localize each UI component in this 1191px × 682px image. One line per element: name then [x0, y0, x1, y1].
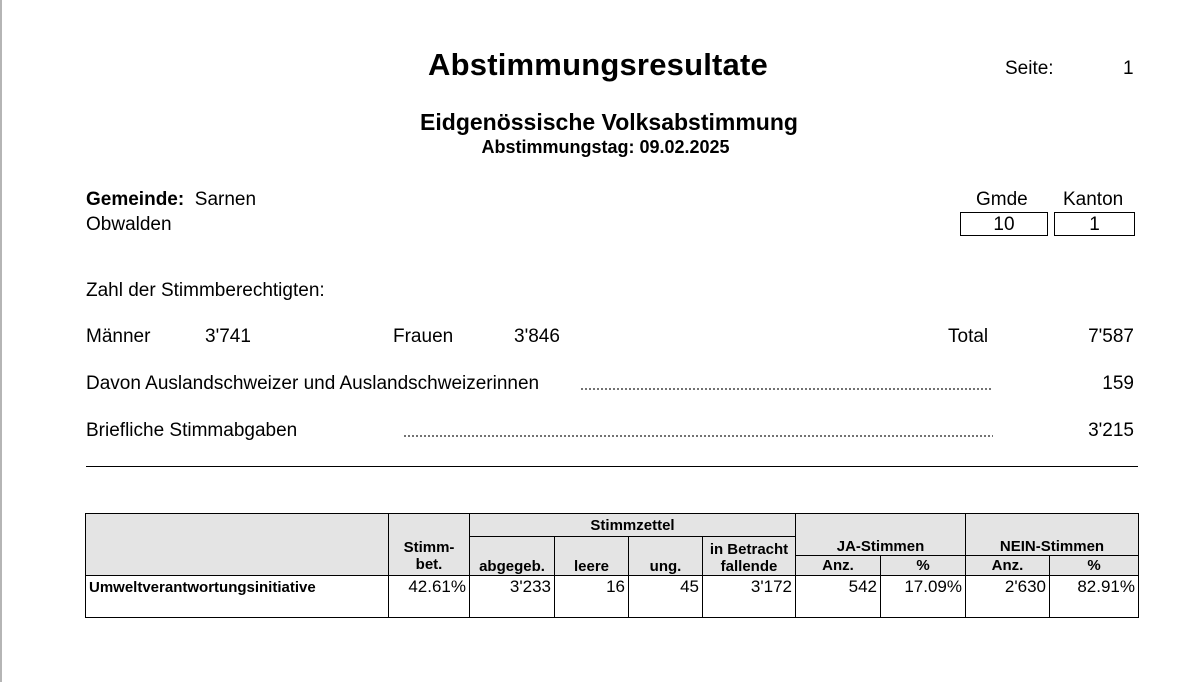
dot-leader — [580, 388, 993, 390]
header-in-betracht — [703, 537, 796, 576]
table-corner-cell — [86, 514, 389, 576]
municipality-line — [86, 189, 256, 211]
vote-type-heading: Eidgenössische Volksabstimmung — [420, 109, 798, 135]
total-value: 7'587 — [1088, 326, 1134, 347]
table-row — [86, 576, 1139, 618]
header-stimmzettel: Stimmzettel — [470, 514, 796, 537]
municipality-value: Sarnen — [194, 189, 257, 210]
proposal-name: Umweltverantwortungsinitiative — [86, 576, 389, 618]
postal-value: 3'215 — [1088, 420, 1134, 441]
header-leere: leere — [555, 537, 629, 576]
abroad-value: 159 — [1102, 373, 1134, 394]
header-stimmbet-line2: bet. — [415, 556, 443, 573]
kanton-number-box: 1 — [1054, 212, 1135, 236]
municipality-label: Gemeinde: — [86, 189, 185, 210]
header-nein-anzahl: Anz. — [966, 556, 1050, 576]
cell-stimmbeteiligung: 42.61% — [389, 576, 470, 618]
gmde-number-box: 10 — [960, 212, 1048, 236]
cell-nein-prozent: 82.91% — [1050, 576, 1139, 618]
cell-ja-anzahl: 542 — [796, 576, 881, 618]
canton-name: Obwalden — [86, 214, 172, 235]
header-in-betracht-line1: in Betracht — [709, 541, 789, 558]
gmde-label: Gmde — [976, 189, 1028, 210]
men-value: 3'741 — [205, 326, 251, 347]
header-in-betracht-line2: fallende — [720, 558, 778, 575]
page-edge — [0, 0, 2, 682]
dot-leader — [403, 435, 993, 437]
document-title: Abstimmungsresultate — [428, 47, 768, 82]
cell-in-betracht: 3'172 — [703, 576, 796, 618]
section-divider — [86, 466, 1138, 467]
header-abgegeb: abgegeb. — [470, 537, 555, 576]
page-number: 1 — [1123, 58, 1134, 79]
header-ja-anzahl: Anz. — [796, 556, 881, 576]
abroad-label: Davon Auslandschweizer und Auslandschweizerinnen — [86, 373, 540, 394]
header-nein-stimmen: NEIN-Stimmen — [966, 514, 1139, 556]
cell-leere: 16 — [555, 576, 629, 618]
header-nein-prozent: % — [1050, 556, 1139, 576]
men-label: Männer — [86, 326, 151, 347]
postal-label: Briefliche Stimmabgaben — [86, 420, 298, 441]
cell-abgegeben: 3'233 — [470, 576, 555, 618]
results-table — [85, 513, 1139, 618]
women-value: 3'846 — [514, 326, 560, 347]
header-ja-stimmen: JA-Stimmen — [796, 514, 966, 556]
header-ja-prozent: % — [881, 556, 966, 576]
cell-nein-anzahl: 2'630 — [966, 576, 1050, 618]
page-label: Seite: — [1005, 58, 1054, 79]
total-label: Total — [948, 326, 989, 347]
kanton-label: Kanton — [1063, 189, 1124, 210]
header-stimmbet-line1: Stimm- — [403, 539, 455, 556]
voters-heading: Zahl der Stimmberechtigten: — [86, 280, 325, 301]
cell-ja-prozent: 17.09% — [881, 576, 966, 618]
header-ung: ung. — [629, 537, 703, 576]
header-stimmbet — [389, 514, 470, 576]
cell-ungueltig: 45 — [629, 576, 703, 618]
vote-date-line: Abstimmungstag: 09.02.2025 — [481, 137, 730, 157]
women-label: Frauen — [393, 326, 454, 347]
